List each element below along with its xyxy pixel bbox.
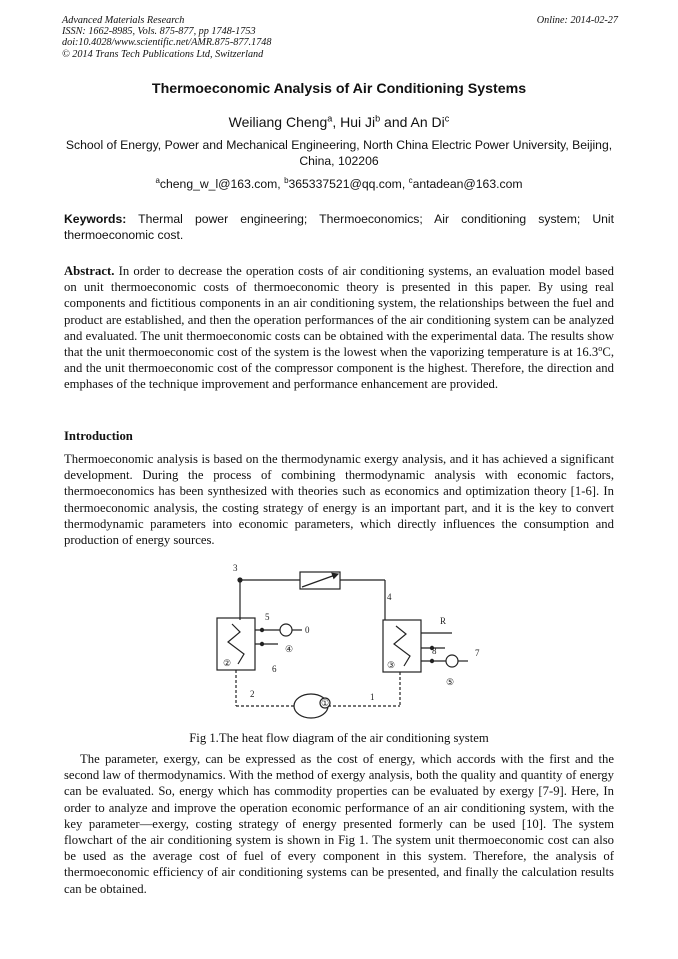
introduction-paragraph: Thermoeconomic analysis is based on the thermodynamic exergy analysis, and it has achieved a significant development. During the process of combining thermodynamic analysis with economic factors, thermoeconomics has been synthesized with theories such as economics and optimization theory [1-6]. In thermoeconomic analysis, the costing strategy of energy is an important part, and it is the key to convert thermodynamic parameters into economic parameters, which directly influences the consumption and production of energy sources. xyxy=(64,452,614,548)
journal-header xyxy=(62,15,618,60)
author: Weiliang Cheng$^a$, xyxy=(228,113,341,130)
fig-circled-label: ① xyxy=(321,698,330,708)
fig-label: 1 xyxy=(370,692,375,702)
email-address[interactable]: $^b$365337521@qq.com xyxy=(284,175,402,191)
affiliation: School of Energy, Power and Mechanical Engineering, North China Electric Power University, Beijing, China, 102206 xyxy=(65,138,613,168)
online-date: Online: 2014-02-27 xyxy=(536,15,618,26)
fig-label: 4 xyxy=(387,592,392,602)
fig-label: 6 xyxy=(272,664,277,674)
fig-label: 8 xyxy=(432,646,437,656)
fig-circled-label: ③ xyxy=(387,660,396,670)
fig-label: R xyxy=(440,616,447,626)
author: An Di$^c$ xyxy=(410,113,450,130)
fan5-circle xyxy=(446,655,458,667)
fig-label: 3 xyxy=(233,563,238,573)
author-list xyxy=(40,114,638,130)
abstract-text: In order to decrease the operation costs of air conditioning systems, an evaluation model based on unit thermoeconomic costs of thermoeconomic theory is presented in this paper. By using real components and fictitious components in an air conditioning system, the relationships between the fuel and product are established, and then the operation performances of the air conditioning system can be analyzed and evaluated. The unit thermoeconomic costs can be obtained with the experimental data. The results show that the unit thermoeconomic cost of the system is the lowest when the vaporizing temperature is at 16.3 xyxy=(64,264,614,360)
fig-circled-label: ④ xyxy=(285,644,294,654)
heat-flow-diagram xyxy=(200,558,490,723)
fig-circled-label: ⑤ xyxy=(446,677,455,687)
fig-label: 0 xyxy=(305,625,310,635)
author: Hui Ji$^b$ and xyxy=(340,113,411,130)
fan4-circle xyxy=(280,624,292,636)
issn-line: ISSN: 1662-8985, Vols. 875-877, pp 1748-1753 xyxy=(62,26,256,38)
evaporator-zigzag xyxy=(394,626,410,666)
abstract-label: Abstract. xyxy=(64,264,115,278)
doi-line: doi:10.4028/www.scientific.net/AMR.875-877.1748 xyxy=(62,37,272,49)
fig-label: 7 xyxy=(475,648,480,658)
keywords-text: Thermal power engineering; Thermoeconomics; Air conditioning system; Unit thermoeconomic cost. xyxy=(64,212,614,242)
fig-label: 5 xyxy=(265,612,270,622)
section-heading-introduction: Introduction xyxy=(64,429,133,443)
email-list: $^a$cheng_w_l@163.com, $^b$365337521@qq.com, $^c$antadean@163.com xyxy=(155,175,523,191)
keywords xyxy=(64,211,614,243)
journal-name: Advanced Materials Research xyxy=(62,15,185,26)
paper-title: Thermoeconomic Analysis of Air Conditioning Systems xyxy=(151,81,527,97)
email-address[interactable]: $^a$cheng_w_l@163.com xyxy=(155,175,278,191)
copyright-line: © 2014 Trans Tech Publications Ltd, Switzerland xyxy=(62,48,264,60)
body-paragraph: The parameter, exergy, can be expressed as the cost of energy, which accords with the first and the second law of thermodynamics. With the method of exergy analysis, both the quality and quantity of energy can be evaluated. So, energy which has commodity properties can be evaluated by exergy [7-9]. Here, In order to analyze and improve the operation economic performance of an air conditioning system, with the key parameter—exergy, costing strategy of energy presented formerly can be used [10]. The system flowchart of the air conditioning system is shown in Fig 1. The system unit thermoeconomic cost can also be used as the average cost of fuel of every component in this system. Therefore, the analysis of thermoeconomic efficiency of air conditioning systems can be presented, and finally the calculation results can be obtained. xyxy=(64,752,614,896)
email-address[interactable]: $^c$antadean@163.com xyxy=(408,175,523,191)
keywords-label: Keywords: xyxy=(64,212,127,226)
figure-caption: Fig 1.The heat flow diagram of the air conditioning system xyxy=(189,731,489,745)
fig-label: 2 xyxy=(250,689,255,699)
abstract: Abstract. In order to decrease the operation costs of air conditioning systems, an evaluation model based on unit thermoeconomic costs of thermoeconomic theory is presented in this paper. By using real components and fictitious components in an air conditioning system, the relationships between the fuel and product are established, and then the operation performances of the air conditioning system can be analyzed and evaluated. The unit thermoeconomic costs can be obtained with the experimental data. The results show that the unit thermoeconomic cost of the system is the lowest when the vaporizing temperature is at 16.3$^o$C, and the unit thermoeconomic cost of the compressor component is the highest. Therefore, the direction and emphases of the technique improvement and performance enhancement are provided. xyxy=(64,264,614,392)
fig-circled-label: ② xyxy=(223,658,232,668)
